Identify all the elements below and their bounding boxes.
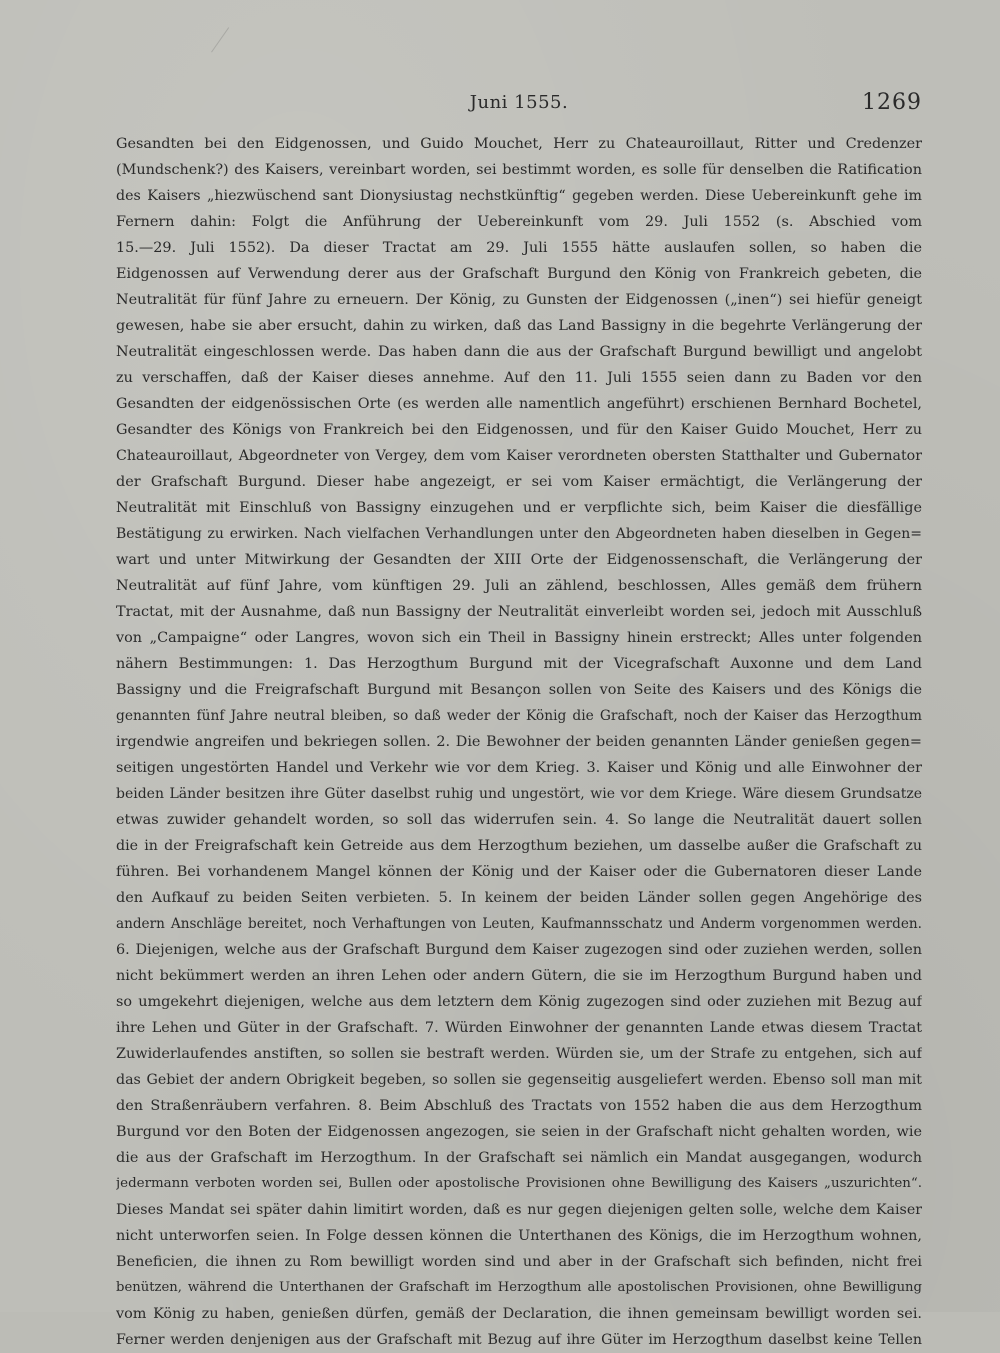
text-line: zu verschaffen, daß der Kaiser dieses annehme. Auf den 11. Juli 1555 seien dann zu Baden vor den — [116, 370, 922, 386]
text-line: Eidgenossen auf Verwendung derer aus der Grafschaft Burgund den König von Frankreich gebeten, die — [116, 266, 922, 282]
text-line: Neutralität für fünf Jahre zu erneuern. Der König, zu Gunsten der Eidgenossen („inen“) sei hiefür geneigt — [116, 292, 922, 308]
text-line: Bestätigung zu erwirken. Nach vielfachen Verhandlungen unter den Abgeordneten haben dieselben in Gegen= — [116, 526, 922, 542]
text-line: des Kaisers „hiezwüschend sant Dionysiustag nechstkünftig“ gegeben werden. Diese Uebereinkunft gehe im — [116, 188, 922, 204]
text-line: benützen, während die Unterthanen der Grafschaft im Herzogthum alle apostolischen Provisionen, ohne Bewilligung — [116, 1280, 922, 1295]
text-line: seitigen ungestörten Handel und Verkehr wie vor dem Krieg. 3. Kaiser und König und alle Einwohner der — [116, 760, 922, 776]
text-line: Fernern dahin: Folgt die Anführung der Uebereinkunft vom 29. Juli 1552 (s. Abschied vom — [116, 214, 922, 230]
text-line: der Grafschaft Burgund. Dieser habe angezeigt, er sei vom Kaiser ermächtigt, die Verlängerung der — [116, 474, 922, 490]
text-line: Chateauroillaut, Abgeordneter von Vergey, dem vom Kaiser verordneten obersten Statthalter und Gubernator — [116, 448, 922, 464]
text-line: die aus der Grafschaft im Herzogthum. In der Grafschaft sei nämlich ein Mandat ausgegangen, wodurch — [116, 1150, 922, 1166]
text-line: die in der Freigrafschaft kein Getreide aus dem Herzogthum beziehen, um dasselbe außer die Grafschaft zu — [116, 838, 922, 854]
text-line: Burgund vor den Boten der Eidgenossen angezogen, sie seien in der Grafschaft nicht gehalten worden, wie — [116, 1124, 922, 1140]
text-line: nähern Bestimmungen: 1. Das Herzogthum Burgund mit der Vicegrafschaft Auxonne und dem Land — [116, 656, 922, 672]
text-line: ihre Lehen und Güter in der Grafschaft. 7. Würden Einwohner der genannten Lande etwas diesem Tractat — [116, 1020, 922, 1036]
text-line: Neutralität eingeschlossen werde. Das haben dann die aus der Grafschaft Burgund bewilligt und angelobt — [116, 344, 922, 360]
text-line: beiden Länder besitzen ihre Güter daselbst ruhig und ungestört, wie vor dem Kriege. Wäre diesem Grundsatze — [116, 786, 922, 802]
text-line: Tractat, mit der Ausnahme, daß nun Bassigny der Neutralität einverleibt worden sei, jedoch mit Ausschluß — [116, 604, 922, 620]
text-line: das Gebiet der andern Obrigkeit begeben, so sollen sie gegenseitig ausgeliefert werden. Ebenso soll man mit — [116, 1072, 922, 1088]
text-line: Bassigny und die Freigrafschaft Burgund mit Besançon sollen von Seite des Kaisers und des Königs die — [116, 682, 922, 698]
text-line: Gesandten bei den Eidgenossen, und Guido Mouchet, Herr zu Chateauroillaut, Ritter und Credenzer — [116, 136, 922, 152]
text-line: etwas zuwider gehandelt worden, so soll das widerrufen sein. 4. So lange die Neutralität dauert sollen — [116, 812, 922, 828]
text-line: den Aufkauf zu beiden Seiten verbieten. 5. In keinem der beiden Länder sollen gegen Angehörige des — [116, 890, 922, 906]
body-text — [116, 131, 922, 1353]
text-line: 6. Diejenigen, welche aus der Grafschaft Burgund dem Kaiser zugezogen sind oder zuziehen werden, sollen — [116, 942, 922, 958]
text-line: nicht bekümmert werden an ihren Lehen oder andern Gütern, die sie im Herzogthum Burgund haben und — [116, 968, 922, 984]
text-line: von „Campaigne“ oder Langres, wovon sich ein Theil in Bassigny hinein erstreckt; Alles unter folgenden — [116, 630, 922, 646]
text-line: führen. Bei vorhandenem Mangel können der König und der Kaiser oder die Gubernatoren dieser Lande — [116, 864, 922, 880]
text-line: jedermann verboten worden sei, Bullen oder apostolische Provisionen ohne Bewilligung des Kaisers „uszurichten“. — [116, 1176, 922, 1191]
text-line: nicht unterworfen seien. In Folge dessen können die Unterthanen des Königs, die im Herzogthum wohnen, — [116, 1228, 922, 1244]
running-title: Juni 1555. — [469, 92, 569, 113]
text-line: wart und unter Mitwirkung der Gesandten der XIII Orte der Eidgenossenschaft, die Verlängerung der — [116, 552, 922, 568]
text-line: Dieses Mandat sei später dahin limitirt worden, daß es nur gegen diejenigen gelten solle, welche dem Kaiser — [116, 1202, 922, 1218]
page-number: 1269 — [862, 90, 922, 115]
text-line: Beneficien, die ihnen zu Rom bewilligt worden sind und aber in der Grafschaft sich befinden, nicht frei — [116, 1254, 922, 1270]
text-line: Ferner werden denjenigen aus der Grafschaft mit Bezug auf ihre Güter im Herzogthum daselbst keine Tellen — [116, 1332, 922, 1348]
text-line: Gesandter des Königs von Frankreich bei den Eidgenossen, und für den Kaiser Guido Mouchet, Herr zu — [116, 422, 922, 438]
text-line: genannten fünf Jahre neutral bleiben, so daß weder der König die Grafschaft, noch der Kaiser das Herzogthum — [116, 708, 922, 724]
text-line: den Straßenräubern verfahren. 8. Beim Abschluß des Tractats von 1552 haben die aus dem Herzogthum — [116, 1098, 922, 1114]
text-line: gewesen, habe sie aber ersucht, dahin zu wirken, daß das Land Bassigny in die begehrte Verlängerung der — [116, 318, 922, 334]
text-line: andern Anschläge bereitet, noch Verhaftungen von Leuten, Kaufmannsschatz und Anderm vorgenommen werden. — [116, 916, 922, 932]
text-line: Neutralität auf fünf Jahre, vom künftigen 29. Juli an zählend, beschlossen, Alles gemäß dem frühern — [116, 578, 922, 594]
text-line: so umgekehrt diejenigen, welche aus dem letztern dem König zugezogen sind oder zuziehen mit Bezug auf — [116, 994, 922, 1010]
text-line: Zuwiderlaufendes anstiften, so sollen sie bestraft werden. Würden sie, um der Strafe zu entgehen, sich auf — [116, 1046, 922, 1062]
text-line: irgendwie angreifen und bekriegen sollen. 2. Die Bewohner der beiden genannten Länder genießen gegen= — [116, 734, 922, 750]
text-line: (Mundschenk?) des Kaisers, vereinbart worden, sei bestimmt worden, es solle für denselben die Ratification — [116, 162, 922, 178]
running-head — [116, 92, 922, 122]
text-line: Gesandten der eidgenössischen Orte (es werden alle namentlich angeführt) erschienen Bernhard Bochetel, — [116, 396, 922, 412]
text-line: 15.—29. Juli 1552). Da dieser Tractat am 29. Juli 1555 hätte auslaufen sollen, so haben die — [116, 240, 922, 256]
paper-crease-mark — [211, 27, 244, 62]
text-line: Neutralität mit Einschluß von Bassigny einzugehen und er verpflichte sich, beim Kaiser die diesfällige — [116, 500, 922, 516]
text-line: vom König zu haben, genießen dürfen, gemäß der Declaration, die ihnen gemeinsam bewilligt worden sei. — [116, 1306, 922, 1322]
